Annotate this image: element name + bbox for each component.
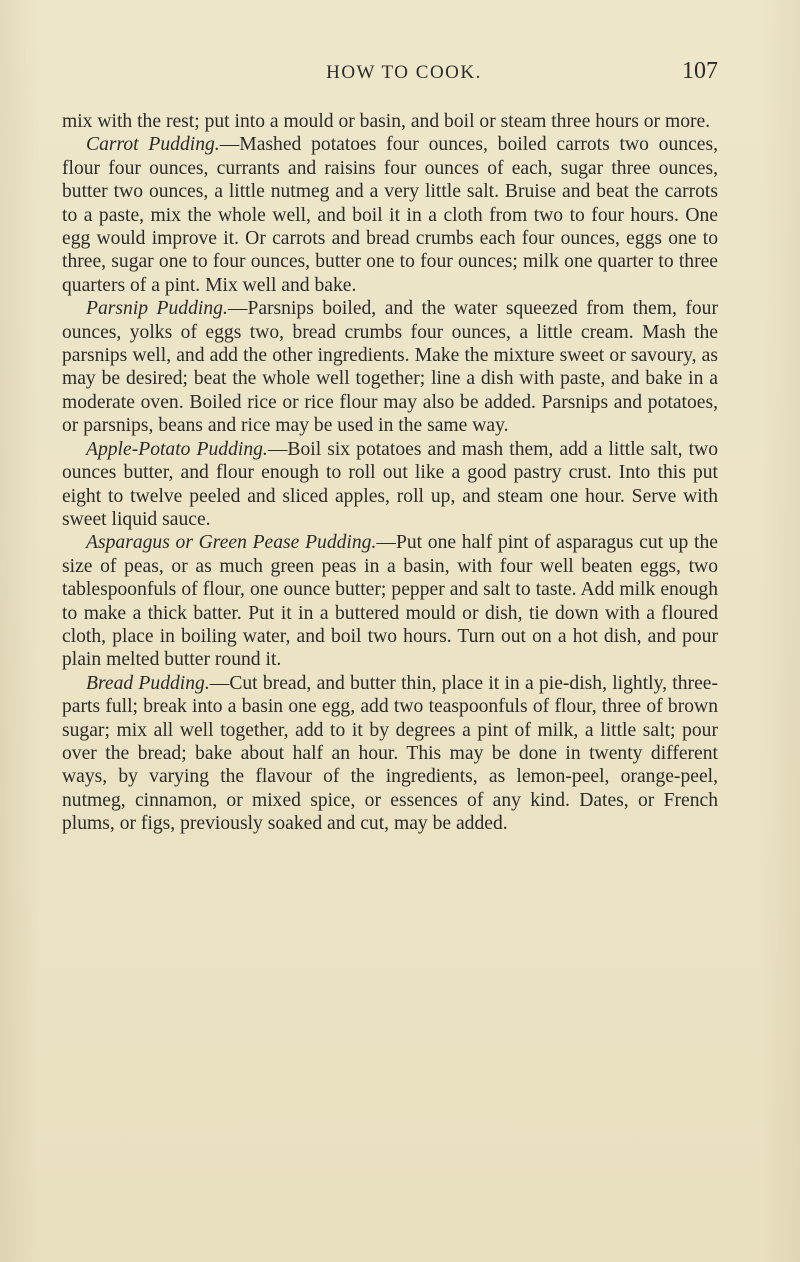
recipe-text: —Cut bread, and butter thin, place it in a pie-dish, lightly, three-parts full; break into a basin one egg, add two teaspoonfuls of flour, three of brown sugar; mix all well together, add to it by degrees a pint of milk, a little salt; pour over the bread; bake about half an hour. This may be done in twenty different ways, by varying the flavour of the ingredients, as lemon-peel, orange-peel, nutmeg, cinnamon, or mixed spice, or essences of any kind. Dates, or French plums, or figs, previously soaked and cut, may be added. [62,672,718,835]
recipe-apple-potato-pudding [62,438,718,532]
recipe-asparagus-pudding [62,531,718,671]
paragraph-text: mix with the rest; put into a mould or basin, and boil or steam three hours or more. [62,111,711,132]
recipe-heading: Bread Pudding. [86,672,210,694]
recipe-text: —Mashed potatoes four ounces, boiled carrots two ounces, flour four ounces, currants and raisins four ounces of each, sugar three ounces, butter two ounces, a little nutmeg and a very little salt. Bruise and beat the carrots to a paste, mix the whole well, and boil it in a cloth from two to four hours. One egg would improve it. Or carrots and bread crumbs each four ounces, eggs one to three, sugar one to four ounces, butter one to four ounces; milk one quarter to three quarters of a pint. Mix well and bake. [62,134,718,296]
recipe-bread-pudding [62,672,718,836]
recipe-parsnip-pudding [62,297,718,437]
page-number: 107 [682,58,718,84]
recipe-heading: Apple-Potato Pudding. [86,438,268,460]
recipe-heading: Parsnip Pudding. [86,298,228,320]
recipe-carrot-pudding [62,133,718,297]
recipe-heading: Asparagus or Green Pease Pudding. [86,532,377,554]
paragraph-continuation [62,110,718,133]
recipe-text: —Boil six potatoes and mash them, add a little salt, two ounces butter, and flour enough to roll out like a good pastry crust. Into this put eight to twelve peeled and sliced apples, roll up, and steam one hour. Serve with sweet liquid sauce. [62,438,718,530]
running-head [90,58,718,88]
recipe-heading: Carrot Pudding. [86,134,220,156]
body-text [62,110,718,836]
recipe-text: —Parsnips boiled, and the water squeezed from them, four ounces, yolks of eggs two, bread crumbs four ounces, a little cream. Mash the parsnips well, and add the other ingredients. Make the mixture sweet or savoury, as may be desired; beat the whole well together; line a dish with paste, and bake in a moderate oven. Boiled rice or rice flour may also be added. Parsnips and potatoes, or parsnips, beans and rice may be used in the same way. [62,298,718,437]
recipe-text: —Put one half pint of asparagus cut up the size of peas, or as much green peas in a basin, with four well beaten eggs, two tablespoonfuls of flour, one ounce butter; pepper and salt to taste. Add milk enough to make a thick batter. Put it in a buttered mould or dish, tie down with a floured cloth, place in boiling water, and boil two hours. Turn out on a hot dish, and pour plain melted butter round it. [62,532,718,671]
running-title: HOW TO COOK. [326,62,482,83]
